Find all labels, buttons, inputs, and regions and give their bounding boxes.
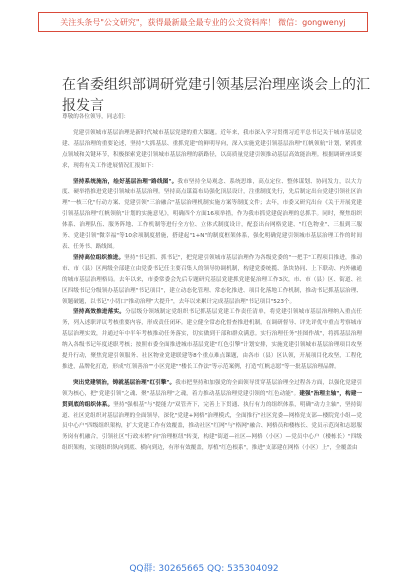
promo-banner xyxy=(38,12,368,32)
footer-contact: QQ群: 30265665 QQ: 535304092 xyxy=(129,564,279,574)
paragraph-organization xyxy=(62,253,362,308)
promo-banner-text: 关注头条号"公文研究"，获得最新最全最专业的公文资料库！ 微信：gongwenyj xyxy=(60,17,346,27)
paragraph-lead: 坚持高位组织推进。 xyxy=(73,254,125,261)
paragraph-text: 分层级分领域制定党组织书记抓基层党建工作责任清单，将党建引领城市基层治理纳入重点任务，列入述职评议考核重要内容，形成责任闭环。建立健全常态化督查推进机制，在调研督导、评先评优中重点考察城市基层治理实效，并通过年中半年考核推动任务落实，切实做到干部和群众满意。实行治理任务"挂图作战"，将抓基层治理纳入各级书记年度述职考核；按照市委全面推进城市基层党建"红色引擎"计划安排，实施党建引领城市基层治理项目攻坚提升行动，聚焦党建引领服务、社区物业党建联建等8个重点难点课题，由各市（县）区认领，开展项目化攻坚，工程化推进，品牌化打造，形成"红领善治""小区党建""楼长工作法"等示范案例，打造"红帆志愿"等一批基层治理品牌。 xyxy=(62,309,362,370)
paragraph-text: 我市把坚持和加强党的全面领导贯穿基层治理全过程各方面，以强化党建引领为核心，把"党建引领"之魂、聚"基层治理"之魂，着力推动基层治理党建引领的"红色动能"。 xyxy=(62,379,362,397)
paragraph-text: 党建引领城市基层治理是新时代城市基层党建的重大课题。近年来，我市深入学习贯彻习近平总书记关于城市基层党建、基层治理的重要论述，坚持"大抓基层、重抓党建"的鲜明导向，深入实施党建引领基层治理"红帆领航"计划，紧抓重点领域和关键环节，积极探索党建引领城市基层治理的新路径，以高质量党建引领推动基层高效能治理。根据调研座谈要求，现将有关工作进展情况汇报如下： xyxy=(62,129,362,169)
paragraph-text: 坚持"书记抓、抓书记"，把党建引领城市基层治理作为各级党委的"一把手"工程项目推进，推动市、市（县）区两级全部建立由党委书记任主要召集人的领导协调机制，构建党委统揽、条块协同、上下联动、内外融通的城市基层治理格局。去年以来，市委常委会先后专题研究基层党建抓党建促治理工作3次，市、市（县）区、街道、社区四级书记分级领办基层治理"书记项目"，建立动态化管理、常态化推进、项目化落地工作机制，推动书记抓基层治理、领题破题，以书记"小切口"推动治理"大提升"，去年以来累计完成基层治理"书记项目"523个。 xyxy=(62,254,362,305)
paragraph-lead: 坚持系统施治，绘好基层治理"路线图"。 xyxy=(73,178,178,185)
paragraph-lead: 建强"治理主轴"，构建一贯到底的组织体系。 xyxy=(62,390,362,408)
paragraph-text: 我市坚持全局观念、系统思维，高点定位、整体谋划、协同发力，以大力度、硬举措推进党建引领城市基层治理。坚持高点谋篇布局强化顶层设计，注重制度先行，先后制定出台党建引领社区治理"一核三化"行动方案、党建引领"三治融合"基层治理机制实施方案等制度文件；去年，市委又研究出台《关于开展党建引领基层治理"红帆领航"计划的实施意见》，明确四个方面16项举措，作为我市抓党建促治理的总抓手。同时，聚焦组织体系、治理队伍、服务阵地、工作机制等进行全方位、立体式制度设计，配套出台网格党建、"红色物业"、三报到三服务、党建引领"微幸福"等10余项制度措施，搭建起"1+N"的制度框架体系，强化明确党建引领城市基层治理工作的时间表、任务书、路线图。 xyxy=(62,178,362,250)
paragraph-intro xyxy=(62,128,362,172)
paragraph-implementation xyxy=(62,307,362,372)
greeting: 尊敬的各位领导，同志们： xyxy=(62,114,130,120)
document-title: 在省委组织部调研党建引领基层治理座谈会上的汇报发言 xyxy=(62,77,370,115)
paragraph-party-leadership xyxy=(62,378,362,454)
paragraph-text: 坚持"强根基"与"提能力"双管齐下，完善上下贯通、执行有力的组织体系，明确"动力主轴"，坚持街道、社区党组织对基层治理的全面领导，深化"党建+网格"治理模式，全面推行"社区党委—网格党支部—楼院党小组—党员中心户"四级组织架构，扩大党建工作有效覆盖，推动社区"红网"与"格网"融合、网格员和楼栋长、党员示范岗和志愿服务岗有机融合，引领社区"行政末梢"向"治理枢纽"转变，构建"街道—社区—网格（小区）—党员中心户（楼栋长）"四级组织架构，实现组织纵向到底、横向到边，有形有效覆盖，厚植"红色根系"，推进"支部建在网格（小区）上"，全覆盖由 xyxy=(62,401,362,452)
document-body xyxy=(62,112,362,454)
paragraph-lead: 坚持高效推进落实。 xyxy=(73,309,126,316)
paragraph-lead: 突出党建领治，铸就基层治理"红引擎"。 xyxy=(73,379,176,386)
paragraph-system xyxy=(62,177,362,253)
